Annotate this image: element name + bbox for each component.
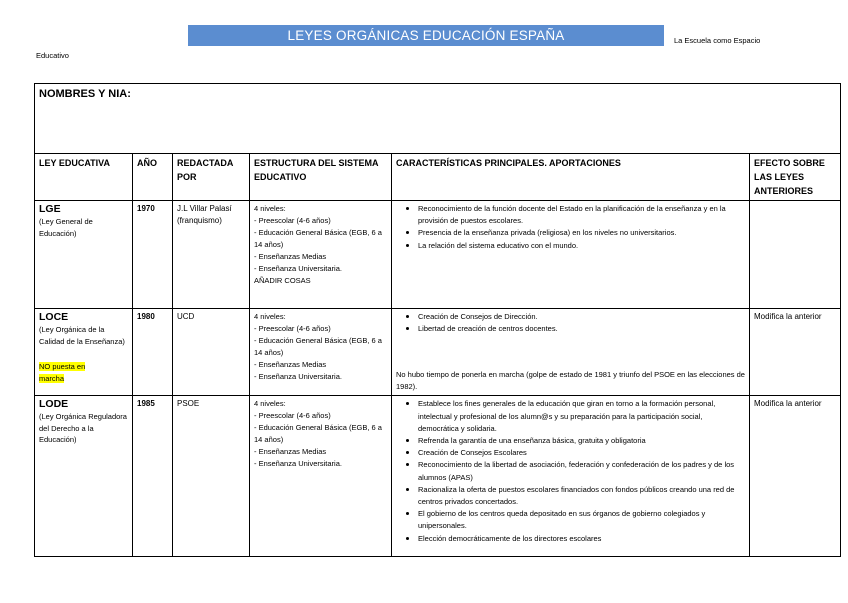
list-item: Reconocimiento de la libertad de asociación, federación y confederación de los padres y de los alumnos (APAS) bbox=[418, 459, 745, 483]
law-name: LGE bbox=[39, 203, 61, 215]
law-full-name: (Ley Orgánica de la Calidad de la Enseñanza) bbox=[39, 325, 125, 346]
table-row bbox=[35, 309, 841, 396]
table-row bbox=[35, 396, 841, 557]
list-item: El gobierno de los centros queda depositado en sus órganos de gobierno colegiados y unipersonales. bbox=[418, 508, 745, 532]
list-item: Establece los fines generales de la educación que giran en torno a la formación personal, intelectual y profesional de los alumn@s y su preparación para la participación social, democrática y solidaria. bbox=[418, 398, 745, 435]
author-cell: PSOE bbox=[173, 396, 250, 557]
structure-line: - Enseñanza Universitaria. bbox=[254, 372, 342, 381]
header-ley: LEY EDUCATIVA bbox=[35, 154, 133, 201]
features-cell bbox=[392, 396, 750, 557]
structure-line: - Preescolar (4-6 años) bbox=[254, 216, 331, 225]
law-cell bbox=[35, 396, 133, 557]
laws-table bbox=[34, 83, 841, 557]
law-full-name: (Ley Orgánica Reguladora del Derecho a la Educación) bbox=[39, 412, 127, 445]
list-item: Elección democráticamente de los directores escolares bbox=[418, 533, 745, 545]
structure-line: AÑADIR COSAS bbox=[254, 276, 311, 285]
structure-line: - Educación General Básica (EGB, 6 a 14 años) bbox=[254, 228, 382, 249]
structure-cell bbox=[250, 201, 392, 309]
table-row bbox=[35, 201, 841, 309]
header-caracteristicas: CARACTERÍSTICAS PRINCIPALES. APORTACIONES bbox=[392, 154, 750, 201]
law-name: LODE bbox=[39, 398, 69, 411]
effect-cell: Modifica la anterior bbox=[750, 396, 841, 557]
author-cell: J.L Villar Palasí (franquismo) bbox=[173, 201, 250, 309]
year-cell: 1985 bbox=[133, 396, 173, 557]
extra-note: No hubo tiempo de ponerla en marcha (golpe de estado de 1981 y triunfo del PSOE en las elecciones de 1982). bbox=[396, 370, 745, 392]
list-item: Creación de Consejos de Dirección. bbox=[418, 311, 745, 323]
features-list bbox=[396, 203, 745, 252]
list-item: La relación del sistema educativo con el mundo. bbox=[418, 240, 745, 252]
list-item: Reconocimiento de la función docente del Estado en la planificación de la enseñanza y en la provisión de puestos escolares. bbox=[418, 203, 745, 227]
year-cell: 1970 bbox=[133, 201, 173, 309]
structure-line: - Enseñanza Universitaria. bbox=[254, 264, 342, 273]
year-cell: 1980 bbox=[133, 309, 173, 396]
features-list bbox=[396, 311, 745, 335]
names-row bbox=[35, 84, 841, 154]
structure-line: - Enseñanzas Medias bbox=[254, 360, 327, 369]
subtitle-left: Educativo bbox=[36, 51, 69, 60]
list-item: Libertad de creación de centros docentes. bbox=[418, 323, 745, 335]
law-name: LOCE bbox=[39, 311, 69, 323]
structure-line: 4 niveles: bbox=[254, 399, 286, 409]
structure-line: - Enseñanza Universitaria. bbox=[254, 459, 342, 469]
document-title: LEYES ORGÁNICAS EDUCACIÓN ESPAÑA bbox=[188, 25, 664, 46]
structure-line: - Preescolar (4-6 años) bbox=[254, 324, 331, 333]
structure-line: - Enseñanzas Medias bbox=[254, 447, 327, 457]
structure-cell bbox=[250, 396, 392, 557]
names-cell[interactable] bbox=[35, 84, 841, 154]
features-cell bbox=[392, 201, 750, 309]
author-cell: UCD bbox=[173, 309, 250, 396]
features-cell bbox=[392, 309, 750, 396]
effect-cell bbox=[750, 201, 841, 309]
law-full-name: (Ley General de Educación) bbox=[39, 217, 93, 238]
law-cell bbox=[35, 201, 133, 309]
structure-line: 4 niveles: bbox=[254, 204, 286, 213]
list-item: Presencia de la enseñanza privada (religiosa) en los niveles no universitarios. bbox=[418, 227, 745, 239]
list-item: Racionaliza la oferta de puestos escolares financiados con fondos públicos creando una red de centros privados concertados. bbox=[418, 484, 745, 508]
highlight-note: NO puesta en marcha bbox=[39, 362, 86, 383]
structure-line: - Educación General Básica (EGB, 6 a 14 años) bbox=[254, 336, 382, 357]
header-estructura: ESTRUCTURA DEL SISTEMA EDUCATIVO bbox=[250, 154, 392, 201]
structure-line: - Preescolar (4-6 años) bbox=[254, 411, 331, 421]
header-redactada: REDACTADA POR bbox=[173, 154, 250, 201]
effect-cell: Modifica la anterior bbox=[750, 309, 841, 396]
structure-line: - Enseñanzas Medias bbox=[254, 252, 327, 261]
features-list bbox=[396, 398, 745, 544]
structure-line: - Educación General Básica (EGB, 6 a 14 años) bbox=[254, 423, 382, 445]
structure-cell bbox=[250, 309, 392, 396]
list-item: Creación de Consejos Escolares bbox=[418, 447, 745, 459]
header-row bbox=[35, 154, 841, 201]
header-anio: AÑO bbox=[133, 154, 173, 201]
law-cell bbox=[35, 309, 133, 396]
names-label: NOMBRES Y NIA: bbox=[39, 88, 131, 100]
list-item: Refrenda la garantía de una enseñanza básica, gratuita y obligatoria bbox=[418, 435, 745, 447]
structure-line: 4 niveles: bbox=[254, 312, 286, 321]
subtitle-right: La Escuela como Espacio bbox=[674, 36, 761, 45]
header-efecto: EFECTO SOBRE LAS LEYES ANTERIORES bbox=[750, 154, 841, 201]
